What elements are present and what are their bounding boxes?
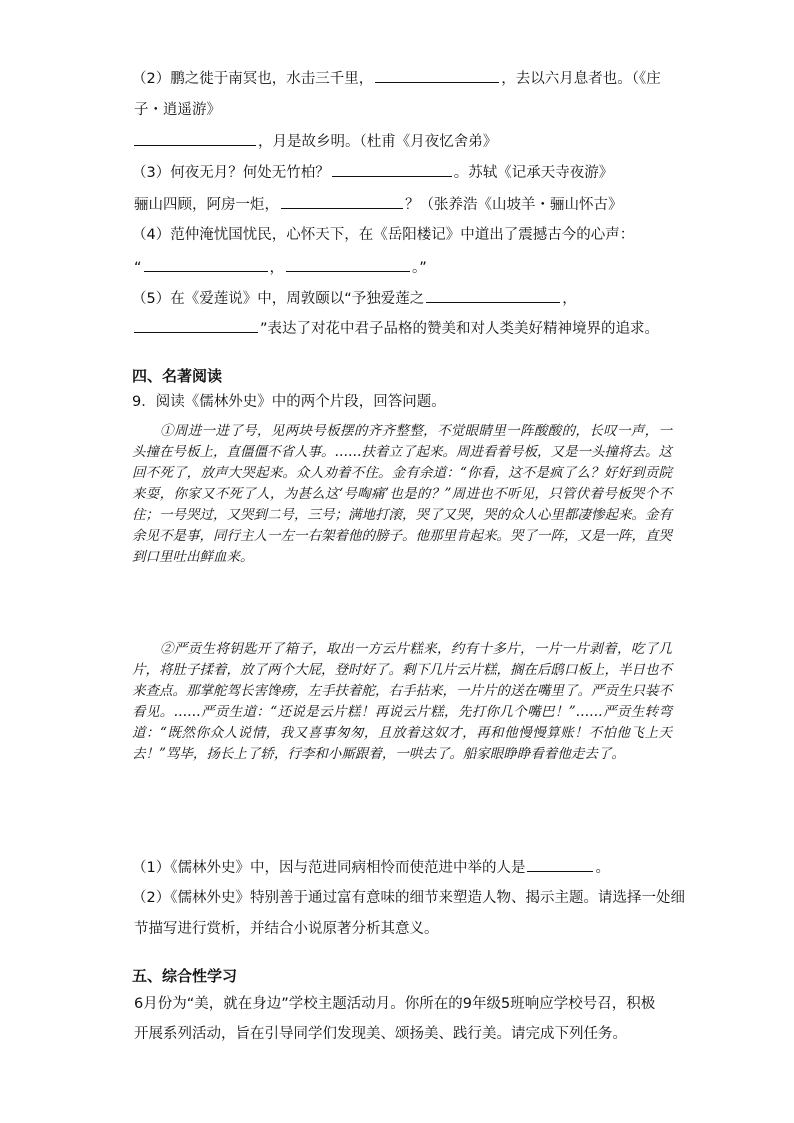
q5b-text-post: ”表达了对花中君子品格的赞美和对人类美好精神境界的追求。 xyxy=(260,321,660,337)
answer-blank[interactable] xyxy=(281,194,403,209)
q3b-line xyxy=(134,194,623,215)
section4-heading: 四、名著阅读 xyxy=(132,367,223,385)
answer-blank[interactable] xyxy=(527,857,593,872)
section5-heading: 五、综合性学习 xyxy=(132,967,238,985)
excerpt-1 xyxy=(132,421,672,568)
q3b-text-pre: 骊山四顾，阿房一炬， xyxy=(134,197,279,213)
answer-blank[interactable] xyxy=(134,318,258,333)
q2-text-post: ，去以六月息者也。（《庄 xyxy=(501,71,661,87)
excerpt-2 xyxy=(132,639,672,765)
answer-blank[interactable] xyxy=(134,131,256,146)
q5-text-pre: （5）在《爱莲说》中，周敦颐以“予独爱莲之 xyxy=(132,291,425,307)
q4-comma: ， xyxy=(269,260,285,276)
answer-blank[interactable] xyxy=(286,257,410,272)
q9-sub1 xyxy=(132,857,610,878)
section5-line1: 6月份为“美，就在身边”学校主题活动月。你所在的9年级5班响应学校号召，积极 xyxy=(134,996,656,1012)
answer-blank[interactable] xyxy=(144,257,268,272)
q9-sub2-line2: 节描写进行赏析，并结合小说原著分析其意义。 xyxy=(134,921,439,937)
q3b-text-post: ？（张养浩《山坡羊・骊山怀古》 xyxy=(405,197,623,213)
answer-blank[interactable] xyxy=(332,162,452,177)
q3-text-pre: （3）何夜无月？何处无竹柏？ xyxy=(132,165,330,181)
answer-blank[interactable] xyxy=(426,288,560,303)
q2b-text-post: ，月是故乡明。（杜甫《月夜忆舍弟》 xyxy=(258,134,498,150)
q9-prompt: 9．阅读《儒林外史》中的两个片段，回答问题。 xyxy=(132,394,446,410)
excerpt-1-text: ①周进一进了号，见两块号板摆的齐齐整整，不觉眼睛里一阵酸酸的，长叹一声，一头撞在号板上，直僵僵不省人事。……扶着立了起来。周进看着号板，又是一头撞将去。这回不死了，放声大哭起来。众人劝着不住。金有余道：“你看，这不是疯了么？好好到贡院来耍，你家又不死了人，为甚么这‘号啕痛’也是的？”周进也不听见，只管伏着号板哭个不住；一号哭过，又哭到二号，三号；满地打滚，哭了又哭，哭的众人心里都凄惨起来。金有余见不是事，同行主人一左一右架着他的膀子。他那里肯起来。哭了一阵，又是一阵，直哭到口里吐出鲜血来。 xyxy=(132,423,672,565)
q2-text-pre: （2）鹏之徙于南冥也，水击三千里， xyxy=(132,71,374,87)
q9-sub2-line1: （2）《儒林外史》特别善于通过富有意味的细节来塑造人物、揭示主题。请选择一处细 xyxy=(132,890,685,906)
q4b-line xyxy=(134,257,427,278)
q5b-line xyxy=(134,318,659,339)
answer-blank[interactable] xyxy=(375,68,499,83)
q4-text: （4）范仲淹忧国忧民，心怀天下，在《岳阳楼记》中道出了震撼古今的心声： xyxy=(132,227,635,243)
q2-source-line xyxy=(134,100,221,120)
q5-line xyxy=(132,288,577,309)
q9-sub1-end: 。 xyxy=(595,860,610,876)
q3-text-post: 。苏轼《记承天寺夜游》 xyxy=(453,165,614,181)
q4-line xyxy=(132,225,634,245)
q3-line xyxy=(132,162,613,183)
excerpt-2-text: ②严贡生将钥匙开了箱子，取出一方云片糕来，约有十多片，一片一片剥着，吃了几片，将肚子揉着，放了两个大屁，登时好了。剩下几片云片糕，搁在后鸱口板上，半日也不来查点。那掌舵驾长害馋痨，左手扶着舵，右手拈来，一片片的送在嘴里了。严贡生只装不看见。……严贡生道：“还说是云片糕！再说云片糕，先打你几个嘴巴！”……严贡生转弯道：“既然你众人说情，我又喜事匆匆，且放着这奴才，再和他慢慢算账！不怕他飞上天去！”骂毕，扬长上了轿，行李和小厮跟着，一哄去了。船家眼睁睁看着他走去了。 xyxy=(132,641,672,762)
q5-text-post: ， xyxy=(562,291,577,307)
q9-sub1-text: （1）《儒林外史》中，因与范进同病相怜而使范进中举的人是 xyxy=(132,860,526,876)
q2-source: 子・逍遥游》 xyxy=(134,102,221,118)
section5-line2: 开展系列活动，旨在引导同学们发现美、颂扬美、践行美。请完成下列任务。 xyxy=(134,1026,627,1042)
q2-line xyxy=(132,68,661,89)
q4-close-quote: 。” xyxy=(412,260,427,276)
q2b-line xyxy=(134,131,497,152)
q4-open-quote: “ xyxy=(134,260,142,276)
